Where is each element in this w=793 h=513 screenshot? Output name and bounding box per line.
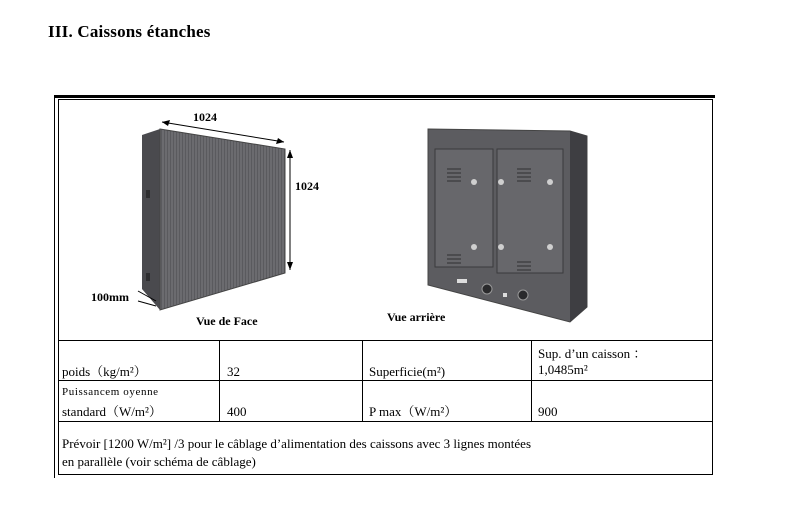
row-divider	[58, 421, 713, 422]
avg-power-label-line2: standard（W/m²）	[62, 404, 162, 419]
front-view-caption: Vue de Face	[196, 314, 258, 328]
col-divider	[531, 340, 532, 421]
depth-dimension-label: 100mm	[91, 290, 129, 304]
back-view-image	[405, 107, 620, 332]
avg-power-value: 400	[227, 404, 247, 419]
row-divider	[58, 340, 713, 341]
row-divider	[58, 380, 713, 381]
wiring-note-line1: Prévoir [1200 W/m²] /3 pour le câblage d’alimentation des caissons avec 3 lignes montées	[62, 436, 532, 451]
surface-value-line1: Sup. d’un caisson ：	[538, 346, 647, 361]
surface-label: Superficie(m²)	[369, 364, 446, 379]
weight-value: 32	[227, 364, 240, 379]
surface-value-line2: 1,0485m²	[538, 362, 588, 377]
max-power-value: 900	[538, 404, 558, 419]
col-divider	[219, 340, 220, 421]
wiring-note-line2: en parallèle (voir schéma de câblage)	[62, 454, 256, 469]
section-heading: III. Caissons étanches	[48, 22, 211, 41]
back-view-caption: Vue arrière	[387, 310, 446, 324]
max-power-label: P max（W/m²）	[369, 404, 458, 419]
col-divider	[362, 340, 363, 421]
height-dimension-label: 1024	[295, 179, 319, 193]
width-dimension-label: 1024	[193, 110, 217, 124]
avg-power-label-line1: Puissancem oyenne	[62, 386, 159, 398]
weight-label: poids（kg/m²）	[62, 364, 147, 379]
